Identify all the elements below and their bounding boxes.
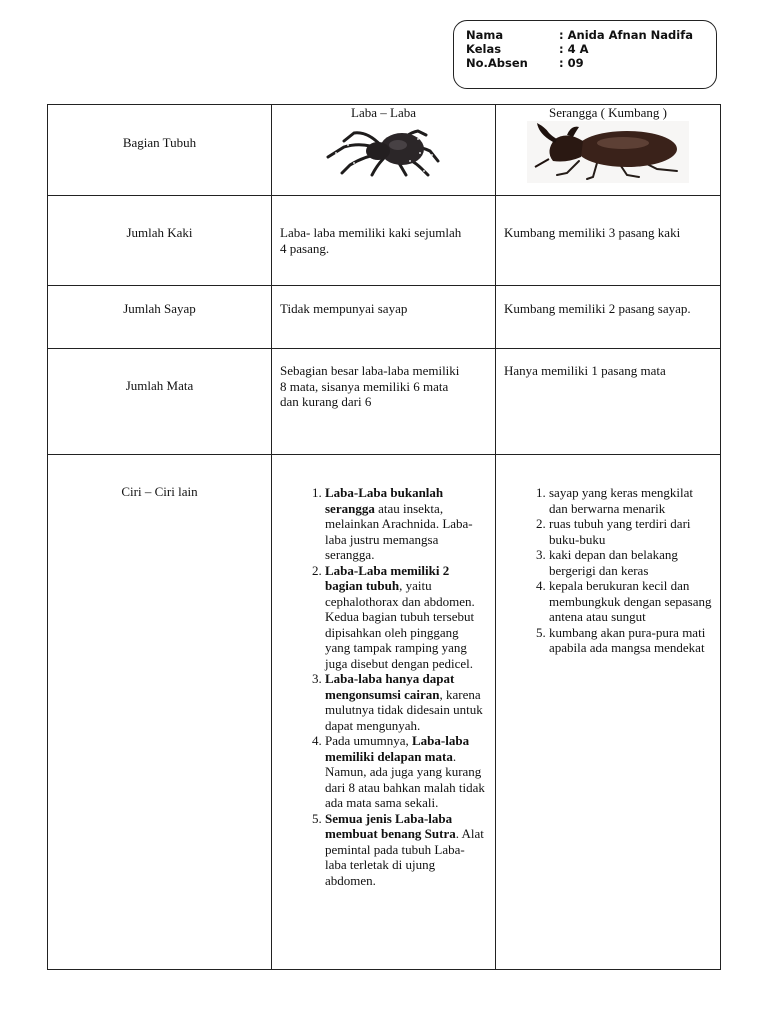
beetle-jumlah-kaki: Kumbang memiliki 3 pasang kaki bbox=[496, 196, 721, 286]
name-value: : Anida Afnan Nadifa bbox=[559, 28, 693, 42]
student-info-box bbox=[453, 20, 717, 89]
spider-ciri-item-bold: Laba-laba memiliki delapan mata bbox=[325, 733, 470, 764]
spider-ciri-item bbox=[325, 671, 485, 733]
label-jumlah-mata: Jumlah Mata bbox=[48, 349, 272, 455]
beetle-ciri-item: 4. kepala berukuran kecil dan membungkuk dengan sepasang antena atau sungut bbox=[549, 578, 712, 625]
beetle-ciri-item: 2. ruas tubuh yang terdiri dari buku-buku bbox=[549, 516, 712, 547]
spider-ciri-list bbox=[272, 485, 495, 888]
spider-ciri-item-bold: Laba-laba hanya dapat mengonsumsi cairan bbox=[325, 671, 455, 702]
beetle-jumlah-sayap: Kumbang memiliki 2 pasang sayap. bbox=[496, 286, 721, 349]
label-ciri-lain: Ciri – Ciri lain bbox=[48, 455, 272, 970]
spider-ciri-item-bold: Semua jenis Laba-laba membuat benang Sutra bbox=[325, 810, 456, 841]
label-jumlah-sayap: Jumlah Sayap bbox=[48, 286, 272, 349]
spider-ciri-item bbox=[325, 733, 485, 811]
beetle-ciri-list bbox=[496, 485, 720, 656]
row-jumlah-kaki bbox=[48, 196, 721, 286]
beetle-ciri-item: 5. kumbang akan pura-pura mati apabila ada mangsa mendekat bbox=[549, 625, 712, 656]
beetle-ciri-item: 3. kaki depan dan belakang bergerigi dan keras bbox=[549, 547, 712, 578]
spider-jumlah-kaki: Laba- laba memiliki kaki sejumlah 4 pasang. bbox=[272, 196, 496, 286]
header-bagian-tubuh: Bagian Tubuh bbox=[122, 135, 197, 151]
header-serangga-kumbang: Serangga ( Kumbang ) bbox=[548, 105, 668, 120]
spider-jumlah-sayap: Tidak mempunyai sayap bbox=[272, 286, 496, 349]
header-laba-laba: Laba – Laba bbox=[351, 105, 416, 120]
spider-ciri-item bbox=[325, 563, 485, 672]
spider-jumlah-mata: Sebagian besar laba-laba memiliki 8 mata, sisanya memiliki 6 mata dan kurang dari 6 bbox=[272, 349, 496, 455]
comparison-table bbox=[47, 104, 721, 970]
spider-ciri-item-text: , yaitu cephalothorax dan abdomen. Kedua bagian tubuh tersebut dipisahkan oleh pinggang yang tampak ramping yang juga disebut dengan pedicel. bbox=[325, 578, 475, 671]
beetle-ciri-item: 1. sayap yang keras mengkilat dan berwarna menarik bbox=[549, 485, 712, 516]
beetle-image bbox=[527, 121, 689, 183]
row-jumlah-mata bbox=[48, 349, 721, 455]
spider-ciri-item-text: . Namun, ada juga yang kurang dari 8 atau bahkan malah tidak ada mata sama sekali. bbox=[325, 748, 485, 810]
header-row bbox=[48, 105, 721, 196]
name-label: Nama bbox=[466, 28, 504, 42]
spider-ciri-item-text: , karena mulutnya tidak didesain untuk dapat mengunyah. bbox=[325, 686, 483, 733]
row-ciri-lain bbox=[48, 455, 721, 970]
spider-image bbox=[314, 121, 454, 177]
spider-ciri-item-bold: Laba-Laba memiliki 2 bagian tubuh bbox=[325, 562, 450, 593]
beetle-jumlah-mata: Hanya memiliki 1 pasang mata bbox=[496, 349, 721, 455]
absen-label: No.Absen bbox=[466, 56, 528, 70]
class-label: Kelas bbox=[466, 42, 502, 56]
spider-ciri-item-pre: Pada umumnya, bbox=[325, 733, 413, 748]
spider-ciri-item bbox=[325, 811, 485, 889]
absen-value: : 09 bbox=[559, 56, 584, 70]
spider-ciri-item-text: atau insekta, melainkan Arachnida. Laba-laba justru memangsa serangga. bbox=[325, 500, 473, 562]
row-jumlah-sayap bbox=[48, 286, 721, 349]
label-jumlah-kaki: Jumlah Kaki bbox=[48, 196, 272, 286]
spider-ciri-item-bold: Laba-Laba bukanlah serangga bbox=[325, 485, 444, 516]
class-value: : 4 A bbox=[559, 42, 589, 56]
spider-ciri-item bbox=[325, 485, 485, 563]
spider-ciri-item-text: . Alat pemintal pada tubuh Laba-laba terletak di ujung abdomen. bbox=[325, 826, 484, 888]
